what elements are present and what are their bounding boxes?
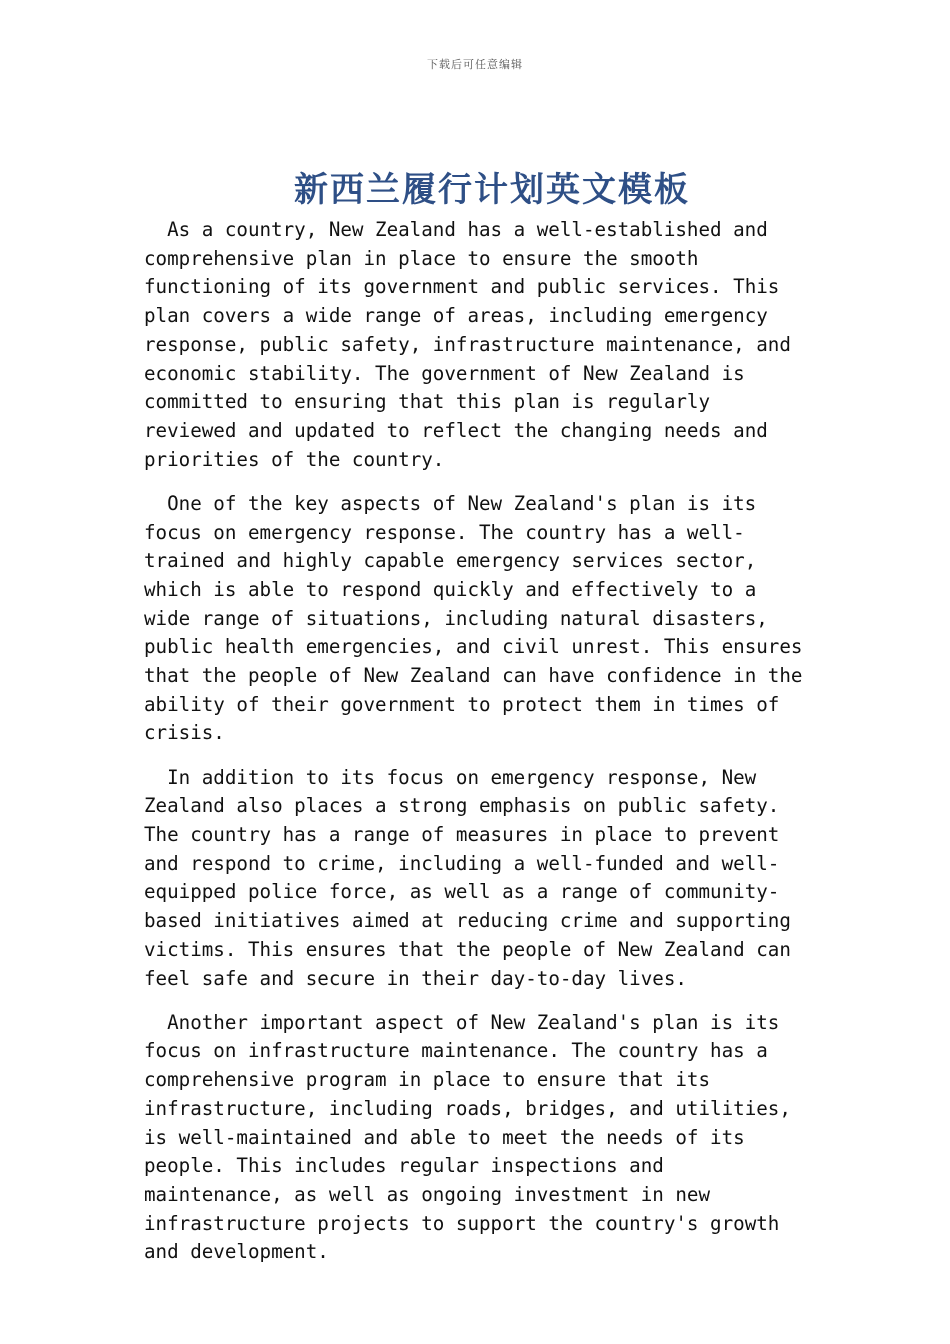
paragraph-4: Another important aspect of New Zealand's plan is its focus on infrastructure maintenance. The country has a comprehensive program in place to ensure that its infrastructure, including roads, bridges, and utilities, is well-maintained and able to meet the needs of its people. This includes regular inspections and maintenance, as well as ongoing investment in new infrastructure projects to support the country's growth and development. xyxy=(144,1010,791,1264)
paragraph-3: In addition to its focus on emergency response, New Zealand also places a strong emphasis on public safety. The country has a range of measures in place to prevent and respond to crime, including a well-funded and well-equipped police force, as well as a range of community-based initiatives aimed at reducing crime and supporting victims. This ensures that the people of New Zealand can feel safe and secure in their day-to-day lives. xyxy=(144,765,791,990)
paragraph-1: As a country, New Zealand has a well-established and comprehensive plan in place to ensure the smooth functioning of its government and public services. This plan covers a wide range of areas, including emergency response, public safety, infrastructure maintenance, and economic stability. The government of New Zealand is committed to ensuring that this plan is regularly reviewed and updated to reflect the changing needs and priorities of the country. xyxy=(144,218,791,471)
paragraph-2: One of the key aspects of New Zealand's plan is its focus on emergency response. The country has a well-trained and highly capable emergency services sector, which is able to respond quickly and effectively to a wide range of situations, including natural disasters, public health emergencies, and civil unrest. This ensures that the people of New Zealand can have confidence in the ability of their government to protect them in times of crisis. xyxy=(144,491,803,745)
document-title: 新西兰履行计划英文模板 xyxy=(294,170,690,210)
document-body xyxy=(144,216,810,1283)
header-note: 下载后可任意编辑 xyxy=(427,58,523,71)
